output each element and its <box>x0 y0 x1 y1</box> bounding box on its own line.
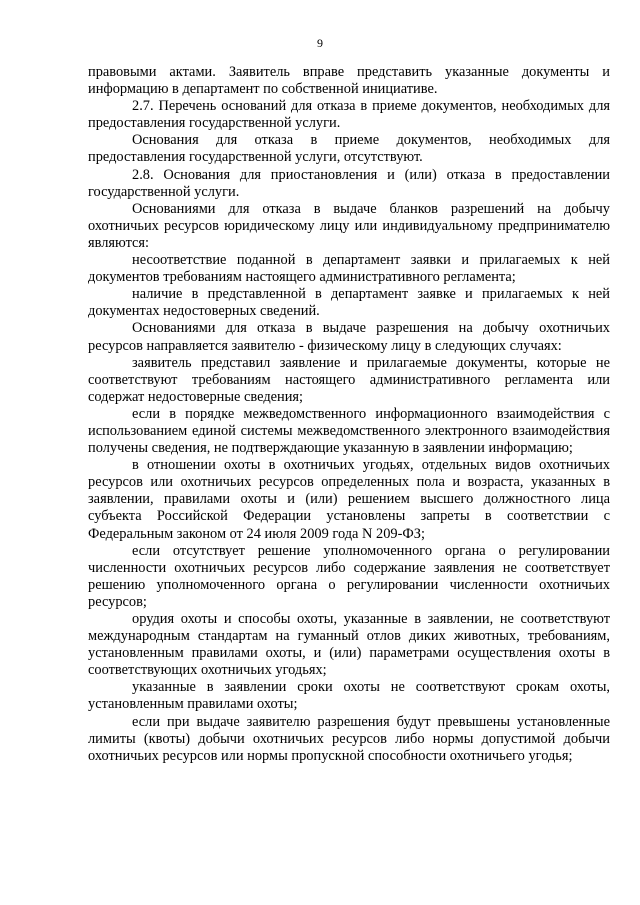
list-item: если при выдаче заявителю разрешения будут превышены установленные лимиты (квоты) добычи охотничьих ресурсов либо нормы допустимой добычи охотничьих ресурсов или нормы пропускной способности охотничьего угодья; <box>88 713 610 764</box>
list-item: заявитель представил заявление и прилагаемые документы, которые не соответствуют требованиям настоящего административного регламента или содержат недостоверные сведения; <box>88 354 610 405</box>
paragraph-continuation: правовыми актами. Заявитель вправе представить указанные документы и информацию в департамент по собственной инициативе. <box>88 64 610 98</box>
list-item: если отсутствует решение уполномоченного органа о регулировании численности охотничьих ресурсов либо содержание заявления не соответствует решению уполномоченного органа о регулировании численности охотничьих ресурсов; <box>88 542 610 610</box>
page-number: 9 <box>317 36 323 50</box>
paragraph: Основания для отказа в приеме документов, необходимых для предоставления государственной услуги, отсутствуют. <box>88 132 610 166</box>
list-item: орудия охоты и способы охоты, указанные в заявлении, не соответствуют международным стандартам на гуманный отлов диких животных, требованиям, установленным правилами охоты, и (или) параметрами осуществления охоты в соответствующих охотничьих угодьях; <box>88 611 610 679</box>
list-item: наличие в представленной в департамент заявке и прилагаемых к ней документах недостоверных сведений. <box>88 286 610 320</box>
list-item: указанные в заявлении сроки охоты не соответствуют срокам охоты, установленным правилами охоты; <box>88 679 610 713</box>
document-body <box>88 64 610 765</box>
paragraph-section-2-7-heading: 2.7. Перечень оснований для отказа в приеме документов, необходимых для предоставления государственной услуги. <box>88 98 610 132</box>
paragraph-section-2-8-heading: 2.8. Основания для приостановления и (или) отказа в предоставлении государственной услуги. <box>88 166 610 200</box>
paragraph: Основаниями для отказа в выдаче разрешения на добычу охотничьих ресурсов направляется заявителю - физическому лицу в следующих случаях: <box>88 320 610 354</box>
paragraph: Основаниями для отказа в выдаче бланков разрешений на добычу охотничьих ресурсов юридическому лицу или индивидуальному предпринимателю являются: <box>88 200 610 251</box>
list-item: несоответствие поданной в департамент заявки и прилагаемых к ней документов требованиям настоящего административного регламента; <box>88 252 610 286</box>
list-item: в отношении охоты в охотничьих угодьях, отдельных видов охотничьих ресурсов или охотничьих ресурсов определенных пола и возраста, указанных в заявлении, правилами охоты и (или) решением высшего должностного лица субъекта Российской Федерации установлены запреты в соответствии с Федеральным законом от 24 июля 2009 года N 209-ФЗ; <box>88 457 610 542</box>
list-item: если в порядке межведомственного информационного взаимодействия с использованием единой системы межведомственного электронного взаимодействия получены сведения, не подтверждающие указанную в заявлении информацию; <box>88 405 610 457</box>
